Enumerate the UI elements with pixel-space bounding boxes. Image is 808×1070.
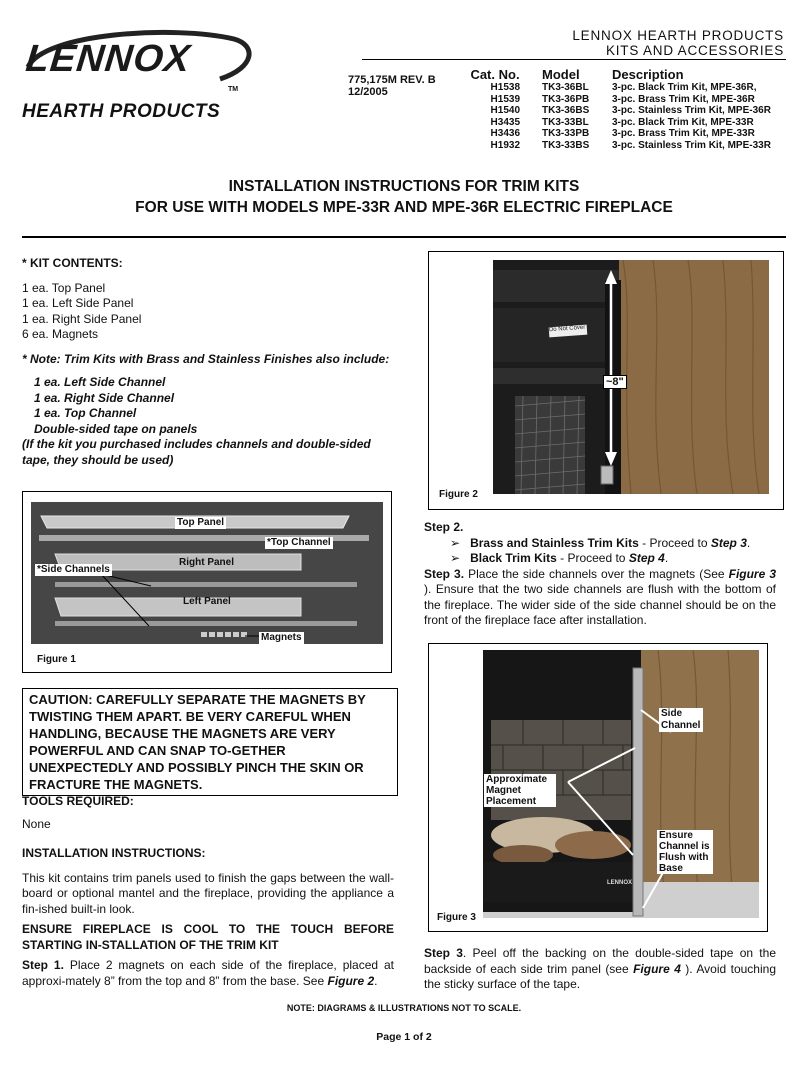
table-row [466, 94, 788, 106]
kit-item: 1 ea. Top Panel [22, 280, 106, 295]
cool-touch-warning: ENSURE FIREPLACE IS COOL TO THE TOUCH BEFORE STARTING IN-STALLATION OF THE TRIM KIT [22, 922, 394, 952]
figure-3 [428, 643, 768, 932]
kit-item: 6 ea. Magnets [22, 327, 99, 341]
step-1-paragraph [22, 958, 394, 989]
brand-line-1: LENNOX HEARTH PRODUCTS [572, 28, 784, 43]
cat-no-cell: H1540 [490, 105, 520, 117]
step-2-proceed-text: - Proceed to [638, 535, 711, 550]
catalog-table [466, 67, 788, 152]
installation-section [22, 846, 394, 989]
logo-trademark: TM [228, 86, 239, 93]
document-number-block [348, 74, 436, 98]
kit-extra-item: 1 ea. Left Side Channel [34, 375, 166, 389]
kit-extras-note: (If the kit you purchased includes channels and double-sided tape, they should be used) [22, 437, 371, 467]
fireplace-brand-text: LENNOX [607, 880, 633, 886]
label-top-panel: Top Panel [177, 517, 225, 528]
logo-wordmark: LENNOX [23, 38, 193, 80]
col-header-model: Model [542, 67, 580, 82]
figure-1 [22, 491, 392, 673]
list-item: ➢ Black Trim Kits - Proceed to Step 4. [450, 551, 669, 565]
logo-subtitle: HEARTH PRODUCTS [22, 101, 221, 122]
step-3b-label: Step 3 [424, 946, 463, 960]
table-row [466, 128, 788, 140]
model-cell: TK3-36PB [542, 93, 590, 105]
description-cell: 3-pc. Black Trim Kit, MPE-33R [612, 116, 754, 128]
step-3b-figure-ref: Figure 4 [633, 961, 681, 976]
kit-item: 1 ea. Right Side Panel [22, 311, 142, 326]
page-number: Page 1 of 2 [376, 1031, 432, 1043]
step-1-label: Step 1. [22, 958, 64, 972]
model-cell: TK3-33PB [542, 128, 590, 140]
label-magnet-placement: Approximate Magnet Placement [484, 774, 556, 807]
step-3-text: Place the side channels over the magnets (See [464, 566, 729, 581]
label-top-channel: *Top Channel [267, 537, 331, 548]
step-2-black: Black Trim Kits [470, 551, 557, 565]
figure-1-caption: Figure 1 [37, 654, 76, 665]
step-1-end: . [374, 973, 378, 988]
table-row [466, 117, 788, 129]
arrow-bullet-icon: ➢ [450, 551, 461, 565]
col-header-description: Description [612, 67, 684, 82]
catalog-header-row [466, 67, 788, 82]
description-cell: 3-pc. Brass Trim Kit, MPE-36R [612, 93, 755, 105]
step-3b-paragraph [424, 946, 776, 993]
cat-no-cell: H1538 [490, 82, 520, 93]
model-cell: TK3-36BS [542, 105, 590, 117]
step-3-text-end: ). Ensure that the two side channels are flush with the bottom of the fireplace. The wider side of the side channel should be on the front of the fireplace face after installation. [424, 582, 776, 627]
kit-extra-item: 1 ea. Right Side Channel [34, 390, 175, 405]
step-2-step4-ref: Step 4 [628, 551, 665, 565]
list-item: ➢ Brass and Stainless Trim Kits - Proceed to Step 3. [450, 535, 751, 550]
step-3b-text: . Peel off the backing on the double-sided tape on the backside of each side trim panel (see [424, 946, 776, 976]
step-3-paragraph [424, 567, 776, 629]
kit-note: * Note: Trim Kits with Brass and Stainless Finishes also include: [22, 351, 390, 366]
model-cell: TK3-36BL [542, 82, 589, 93]
installation-heading: INSTALLATION INSTRUCTIONS: [22, 846, 206, 860]
step-2-label: Step 2. [424, 520, 464, 534]
col-header-cat-no: Cat. No. [470, 67, 520, 82]
document-number: 775,175M REV. B [348, 74, 436, 86]
figure-2-photo [493, 260, 769, 494]
measurement-label: ~8" [603, 375, 627, 389]
kit-contents-heading: * KIT CONTENTS: [22, 256, 123, 270]
figure-2 [428, 251, 784, 510]
installation-intro: This kit contains trim panels used to finish the gaps between the wall-board or optional mantel and the fireplace, providing the appliance a fin-ished built-in look. [22, 870, 394, 916]
kit-item: 1 ea. Left Side Panel [22, 296, 134, 310]
brand-block [572, 28, 784, 58]
model-cell: TK3-33BS [542, 139, 590, 151]
cat-no-cell: H1932 [490, 139, 520, 151]
description-cell: 3-pc. Stainless Trim Kit, MPE-36R [612, 105, 771, 117]
description-cell: 3-pc. Stainless Trim Kit, MPE-33R [612, 139, 771, 151]
step-3b-text-end: ). Avoid touching the sticky surface of the tape. [424, 961, 776, 991]
step-1-figure-ref: Figure 2 [327, 973, 375, 988]
model-cell: TK3-33BL [542, 116, 589, 128]
description-cell: 3-pc. Black Trim Kit, MPE-36R, [612, 82, 757, 93]
kit-extra-item: Double-sided tape on panels [34, 421, 198, 436]
step-3-label: Step 3. [424, 566, 465, 581]
tools-heading: TOOLS REQUIRED: [22, 794, 134, 808]
document-date: 12/2005 [348, 86, 388, 98]
cat-no-cell: H1539 [490, 93, 520, 105]
label-left-panel: Left Panel [183, 596, 231, 607]
figure-2-caption: Figure 2 [439, 489, 478, 500]
step-2-step3-ref: Step 3 [710, 535, 747, 550]
title-rule [22, 236, 786, 238]
cat-no-cell: H3436 [490, 128, 520, 140]
arrow-bullet-icon: ➢ [450, 535, 461, 550]
table-row [466, 140, 788, 152]
scale-note: NOTE: DIAGRAMS & ILLUSTRATIONS NOT TO SCALE. [286, 1003, 522, 1013]
label-right-panel: Right Panel [179, 557, 235, 568]
brand-line-2: KITS AND ACCESSORIES [605, 43, 784, 58]
table-row [466, 82, 788, 94]
label-side-channels: *Side Channels [37, 564, 110, 575]
page-title-line-1: INSTALLATION INSTRUCTIONS FOR TRIM KITS [228, 178, 580, 195]
label-flush-with-base: Ensure Channel is Flush with Base [657, 830, 713, 874]
cat-no-cell: H3435 [490, 116, 520, 128]
tools-section [22, 794, 394, 832]
figure-2-sticker-text: Do Not Cover [548, 324, 586, 334]
tools-value: None [22, 816, 51, 831]
step-3-figure-ref: Figure 3 [728, 566, 776, 581]
description-cell: 3-pc. Brass Trim Kit, MPE-33R [612, 128, 755, 140]
header-rule [362, 59, 786, 60]
page-title-line-2: FOR USE WITH MODELS MPE-33R AND MPE-36R ELECTRIC FIREPLACE [135, 199, 673, 216]
kit-extra-item: 1 ea. Top Channel [34, 406, 137, 420]
caution-box: CAUTION: CAREFULLY SEPARATE THE MAGNETS BY TWISTING THEM APART. BE VERY CAREFUL WHEN HANDLING, BECAUSE THE MAGNETS ARE VERY POWERFUL AND CAN SNAP TO-GETHER UNEXPECTEDLY AND POSSIBLY PINCH THE SKIN OR FRACTURE THE MAGNETS. [22, 688, 398, 796]
step-1-text: Place 2 magnets on each side of the fireplace, placed at approxi-mately 8” from the top and 8” from the base. See [22, 958, 394, 988]
kit-contents [22, 256, 394, 468]
table-row [466, 105, 788, 117]
label-side-channel: Side Channel [659, 708, 703, 732]
step-2-section [424, 520, 776, 629]
step-2-proceed-text: - Proceed to [556, 551, 629, 565]
label-magnets: Magnets [261, 632, 302, 643]
step-2-brass-stainless: Brass and Stainless Trim Kits [470, 535, 639, 550]
figure-3-caption: Figure 3 [437, 912, 476, 923]
